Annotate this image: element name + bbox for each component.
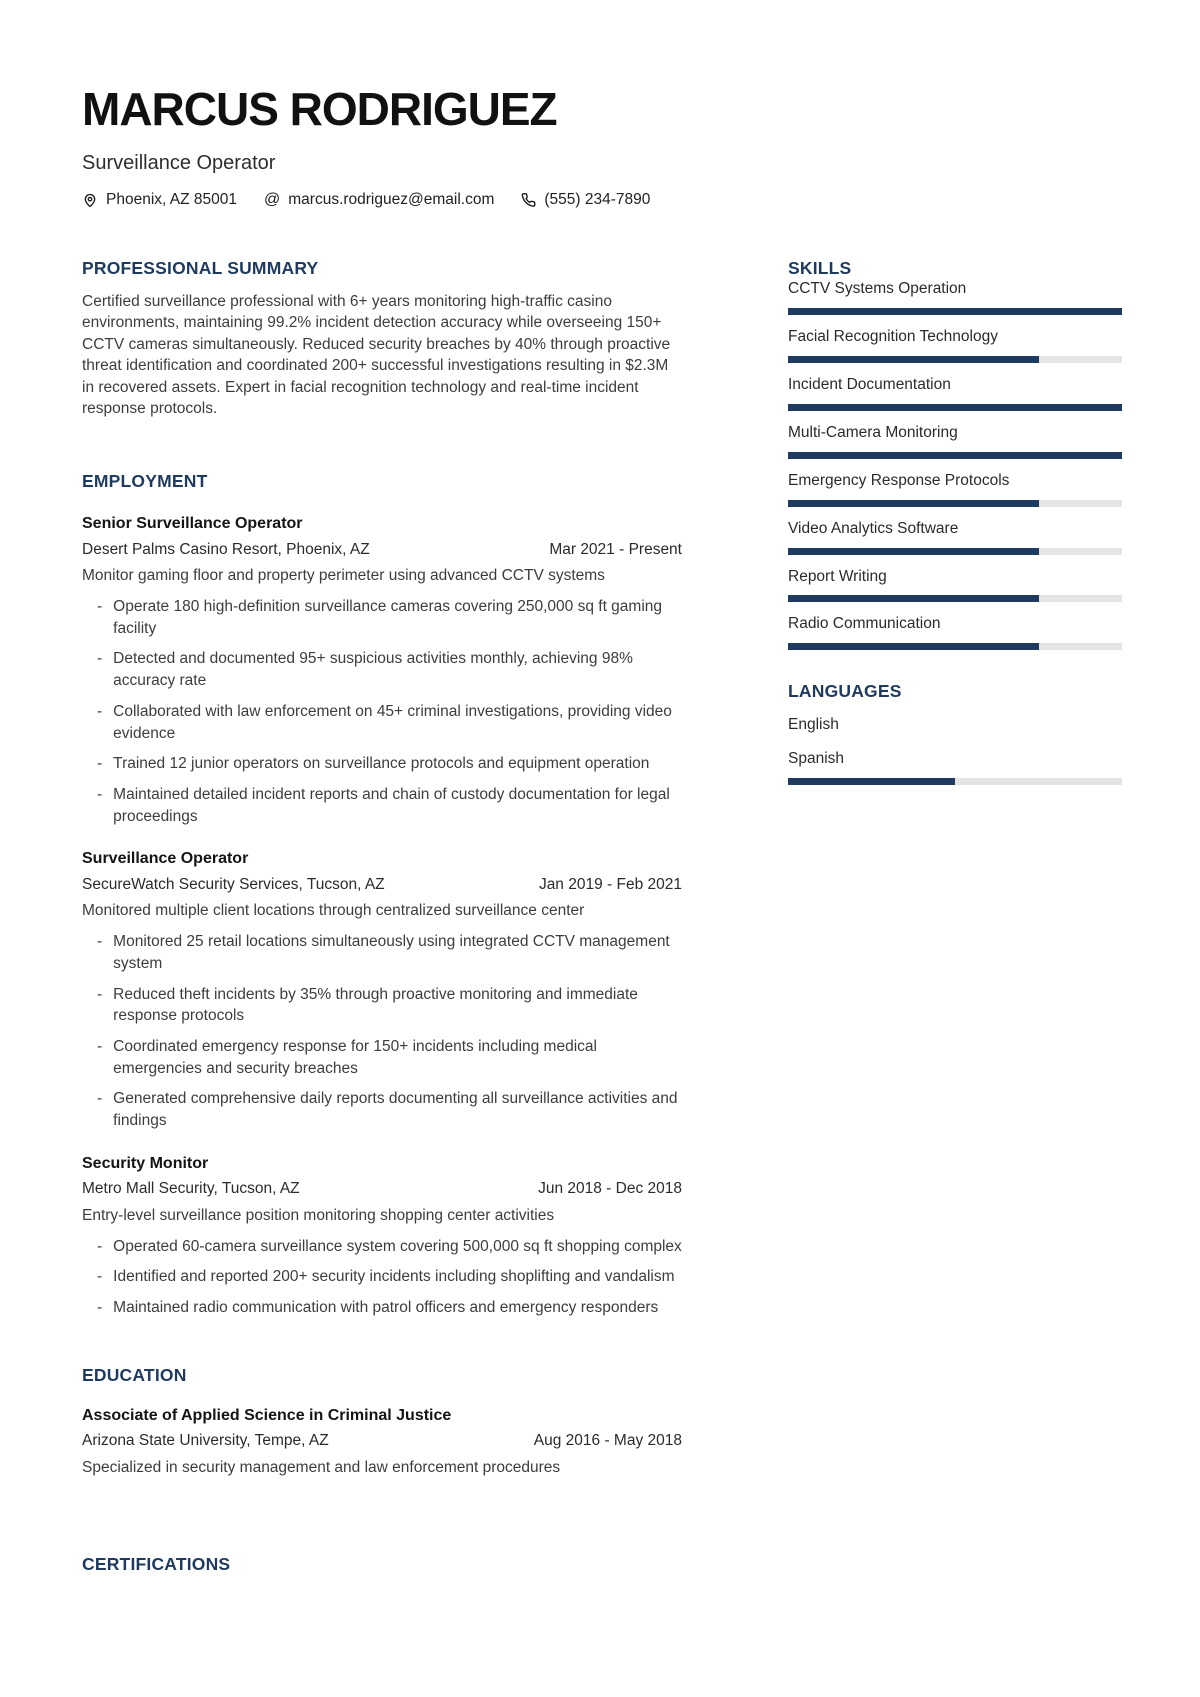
skill-bar <box>788 548 1122 555</box>
bullet-dash: - <box>97 702 103 720</box>
skill-label: Radio Communication <box>788 615 941 633</box>
main-column <box>82 258 682 1575</box>
summary-text: Certified surveillance professional with 6+ years monitoring high-traffic casino environments, maintaining 99.2% incident detection accuracy while overseeing 150+ CCTV cameras simultaneously. Reduced security breaches by 40% through proactive threat identification and coordinated 200+ successful investigations resulting in $2.3M in recovered assets. Expert in facial recognition technology and real-time incident response protocols. <box>82 293 671 417</box>
job-bullets <box>82 931 682 1132</box>
skill-item <box>788 471 1122 507</box>
job-bullet: - Collaborated with law enforcement on 45+ criminal investigations, providing video evidence <box>97 701 682 744</box>
contact-email-text: marcus.rodriguez@email.com <box>288 191 495 208</box>
job-company: Metro Mall Security, Tucson, AZ <box>82 1180 300 1198</box>
job-dates: Jan 2019 - Feb 2021 <box>538 876 682 894</box>
skill-item <box>788 519 1122 555</box>
skills-heading: SKILLS <box>788 258 852 278</box>
at-icon: @ <box>264 191 281 208</box>
bullet-dash: - <box>97 1090 103 1108</box>
skill-bar <box>788 308 1122 315</box>
contact-location-text: Phoenix, AZ 85001 <box>106 191 237 208</box>
skill-item <box>788 423 1122 459</box>
bullet-dash: - <box>97 1037 103 1055</box>
bullet-dash: - <box>97 1268 103 1286</box>
job-bullet: - Monitored 25 retail locations simultaneously using integrated CCTV management system <box>97 931 682 974</box>
sidebar-column <box>788 258 1122 1575</box>
skill-label: Video Analytics Software <box>788 519 959 537</box>
bullet-dash: - <box>97 755 103 773</box>
language-bar <box>788 778 1122 785</box>
skill-item <box>788 279 1122 315</box>
skill-bar-fill <box>788 500 1039 507</box>
skill-bar-fill <box>788 404 1122 411</box>
skill-item <box>788 327 1122 363</box>
education-heading: EDUCATION <box>82 1364 187 1385</box>
skill-item <box>788 567 1122 603</box>
skill-label: Incident Documentation <box>788 375 951 393</box>
job-entry <box>82 514 682 827</box>
skill-bar <box>788 452 1122 459</box>
skill-bar-fill <box>788 643 1039 650</box>
education-school: Arizona State University, Tempe, AZ <box>82 1432 329 1450</box>
contact-phone <box>521 191 650 209</box>
employment-heading: EMPLOYMENT <box>82 471 208 492</box>
candidate-name: MARCUS RODRIGUEZ <box>82 83 557 135</box>
job-description: Monitored multiple client locations through centralized surveillance center <box>82 902 585 920</box>
language-label: English <box>788 716 839 734</box>
skill-bar-fill <box>788 356 1039 363</box>
skill-bar <box>788 404 1122 411</box>
job-description: Monitor gaming floor and property perimeter using advanced CCTV systems <box>82 567 605 585</box>
job-title: Security Monitor <box>82 1154 209 1172</box>
skill-bar-fill <box>788 548 1039 555</box>
education-dates: Aug 2016 - May 2018 <box>533 1432 682 1450</box>
job-bullets <box>82 596 682 827</box>
job-company: Desert Palms Casino Resort, Phoenix, AZ <box>82 541 370 559</box>
job-bullet: - Operated 60-camera surveillance system covering 500,000 sq ft shopping complex <box>97 1236 682 1258</box>
section-certifications <box>82 1554 682 1575</box>
job-bullet: - Identified and reported 200+ security incidents including shoplifting and vandalism <box>97 1266 682 1288</box>
job-dates: Mar 2021 - Present <box>549 541 682 559</box>
job-dates: Jun 2018 - Dec 2018 <box>538 1180 682 1198</box>
education-degree: Associate of Applied Science in Criminal Justice <box>82 1406 452 1424</box>
job-description: Entry-level surveillance position monitoring shopping center activities <box>82 1206 555 1224</box>
candidate-title: Surveillance Operator <box>82 152 276 174</box>
skill-item <box>788 614 1122 650</box>
job-title: Surveillance Operator <box>82 850 249 868</box>
job-bullet: - Detected and documented 95+ suspicious activities monthly, achieving 98% accuracy rate <box>97 648 682 691</box>
location-pin-icon <box>82 192 98 209</box>
bullet-dash: - <box>97 985 103 1003</box>
job-title: Senior Surveillance Operator <box>82 515 303 533</box>
education-description: Specialized in security management and law enforcement procedures <box>82 1458 561 1476</box>
job-bullet: - Reduced theft incidents by 35% through proactive monitoring and immediate response protocols <box>97 984 682 1027</box>
summary-heading: PROFESSIONAL SUMMARY <box>82 258 319 278</box>
job-bullet: - Maintained detailed incident reports and chain of custody documentation for legal proceedings <box>97 784 682 827</box>
skill-bar <box>788 595 1122 602</box>
job-company: SecureWatch Security Services, Tucson, AZ <box>82 876 385 894</box>
contact-phone-text: (555) 234-7890 <box>544 191 651 208</box>
section-employment <box>82 471 682 1318</box>
skill-label: Multi-Camera Monitoring <box>788 423 958 441</box>
contact-location <box>82 191 237 209</box>
section-skills <box>788 258 1122 650</box>
job-bullet: - Operate 180 high-definition surveillance cameras covering 250,000 sq ft gaming facility <box>97 596 682 639</box>
bullet-dash: - <box>97 650 103 668</box>
skill-label: CCTV Systems Operation <box>788 280 967 297</box>
skill-item <box>788 375 1122 411</box>
section-education <box>82 1365 682 1479</box>
language-item <box>788 749 1122 785</box>
certifications-heading: CERTIFICATIONS <box>82 1554 231 1575</box>
skill-bar-fill <box>788 308 1122 315</box>
language-item <box>788 715 1122 736</box>
skill-label: Report Writing <box>788 567 887 585</box>
phone-icon <box>521 192 536 208</box>
section-professional-summary <box>82 258 682 419</box>
section-languages <box>788 681 1122 785</box>
job-entry <box>82 1154 682 1319</box>
job-entry <box>82 849 682 1131</box>
language-bar-fill <box>788 778 955 785</box>
bullet-dash: - <box>97 1237 103 1255</box>
skill-bar <box>788 500 1122 507</box>
job-bullet: - Trained 12 junior operators on surveillance protocols and equipment operation <box>97 753 682 775</box>
bullet-dash: - <box>97 933 103 951</box>
contact-email <box>264 191 494 209</box>
resume-header <box>82 83 1122 209</box>
contact-row <box>82 191 1122 209</box>
skill-label: Emergency Response Protocols <box>788 471 1010 489</box>
bullet-dash: - <box>97 598 103 616</box>
job-bullet: - Generated comprehensive daily reports documenting all surveillance activities and findings <box>97 1088 682 1131</box>
language-label: Spanish <box>788 750 845 768</box>
skill-bar <box>788 643 1122 650</box>
skill-bar-fill <box>788 595 1039 602</box>
bullet-dash: - <box>97 1298 103 1316</box>
job-bullet: - Maintained radio communication with patrol officers and emergency responders <box>97 1297 682 1319</box>
skill-label: Facial Recognition Technology <box>788 327 998 345</box>
bullet-dash: - <box>97 785 103 803</box>
languages-heading: LANGUAGES <box>788 681 902 702</box>
job-bullet: - Coordinated emergency response for 150+ incidents including medical emergencies and security breaches <box>97 1036 682 1079</box>
skill-bar <box>788 356 1122 363</box>
skill-bar-fill <box>788 452 1122 459</box>
job-bullets <box>82 1236 682 1319</box>
